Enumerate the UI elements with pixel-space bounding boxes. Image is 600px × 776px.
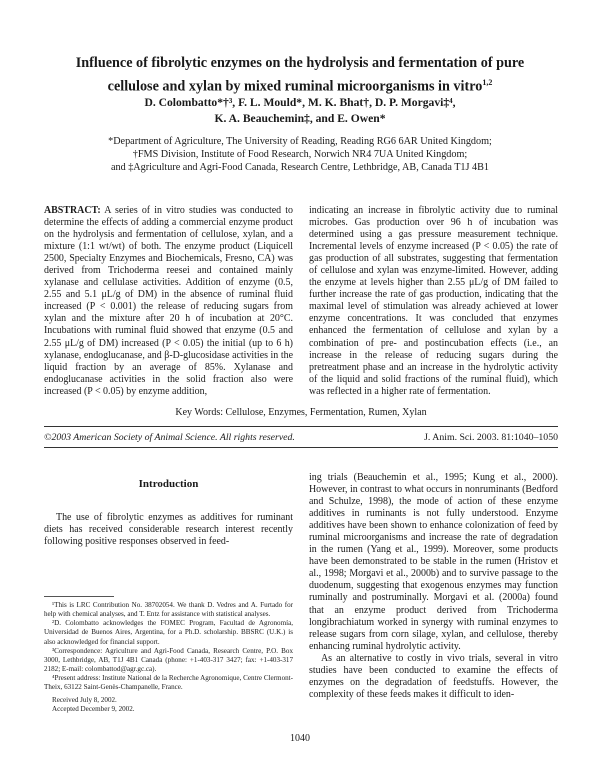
body-columns: [44, 472, 558, 714]
copyright-line: [44, 432, 558, 443]
affiliation-1: *Department of Agriculture, The University of Reading, Reading RG6 6AR United Kingdom;: [108, 136, 492, 147]
affiliations: [40, 135, 560, 175]
title-line-2: cellulose and xylan by mixed ruminal microorganisms in vitro: [107, 78, 483, 95]
title-line-1: Influence of fibrolytic enzymes on the hydrolysis and fermentation of pure: [75, 55, 525, 71]
body-column-2: [309, 472, 558, 714]
authors-line-1: D. Colombatto*†³, F. L. Mould*, M. K. Bhat†, D. P. Morgavi‡⁴,: [144, 96, 456, 109]
footnote-2: ²D. Colombatto acknowledges the FOMEC Program, Facultad de Agronomía, Universidad de Buenos Aires, Argentina, for a Ph.D. scholarship. BBSRC (U.K.) is also acknowledged for financial support.: [44, 619, 293, 646]
received-date: Received July 8, 2002.: [52, 696, 117, 705]
footnote-3: ³Correspondence: Agriculture and Agri-Food Canada, Research Centre, P.O. Box 3000, Lethbridge, AB, T1J 4B1 Canada (phone: +1-403-317 3427; fax: +1-403-317 2182; E-mail: colombattod@agr.gc.ca).: [44, 646, 293, 673]
article-title: [40, 54, 560, 97]
keywords: Key Words: Cellulose, Enzymes, Fermentation, Rumen, Xylan: [175, 407, 427, 418]
abstract-column-2: [309, 205, 558, 398]
footnote-1: ¹This is LRC Contribution No. 38702054. We thank D. Vedres and A. Furtado for help with chemical analyses, and T. Entz for assistance with statistical analyses.: [44, 601, 293, 619]
author-list: [40, 95, 560, 127]
footnote-rule: [44, 596, 114, 597]
footnotes: [44, 601, 293, 714]
authors-line-2: K. A. Beauchemin‡, and E. Owen*: [214, 112, 386, 125]
copyright-notice: ©2003 American Society of Animal Science. All rights reserved.: [44, 432, 295, 443]
divider-bottom: [44, 447, 558, 448]
title-footnote-marker: 1,2: [482, 78, 493, 87]
affiliation-3: and ‡Agriculture and Agri-Food Canada, Research Centre, Lethbridge, AB, Canada T1J 4B1: [110, 162, 490, 174]
accepted-date: Accepted December 9, 2002.: [52, 705, 135, 714]
abstract-heading: ABSTRACT:: [44, 205, 101, 216]
introduction-heading: Introduction: [138, 478, 199, 490]
page-number: 1040: [290, 733, 310, 744]
footnote-4: ⁴Present address: Institute National de la Recherche Agronomique, Centre Clermont-Theix, 63122 Saint-Genès-Champanelle, France.: [44, 673, 293, 692]
abstract-text-2: indicating an increase in fibrolytic activity due to ruminal microbes. Gas production over 96 h of incubation was determined using a gas pressure measurement technique. Incremental levels of enzyme increased (P < 0.05) the rate of gas production of all substrates, suggesting that fermentation of cellulose and xylan was enzyme-limited. However, adding the enzyme at levels higher than 2.55 μL/g of DM failed to further increase the rate of gas production, indicating that the maximal level of stimulation was already achieved at lower enzyme concentrations. It was concluded that enzymes enhanced the fermentation of cellulose and xylan by a combination of pre- and postincubation effects (i.e., an increase in the release of reducing sugars during the pretreatment phase and an increase in the hydrolytic activity of the liquid and solid fractions of the ruminal fluid), which was reflected in a higher rate of fermentation.: [309, 205, 558, 397]
body-column-1: [44, 472, 293, 714]
divider-top: [44, 426, 558, 427]
introduction-paragraph-2: ing trials (Beauchemin et al., 1995; Kung et al., 2000). However, in contrast to what occurs in nonruminants (Bedford and Schulze, 1998), the mode of action of these enzyme additives in ruminants is not fully understood. Enzyme additives have been shown to enhance colonization of feed by ruminal microorganisms and increase the rate of degradation in the rumen (Yang et al., 1999). Moreover, some products have been demonstrated to be stable in the rumen (Hristov et al., 1998; Morgavi et al., 2000b) and to survive passage to the duodenum, suggesting that exogenous enzymes may function ruminally and postruminally. Morgavi et al. (2000a) found that an enzyme product derived from Trichoderma longibrachiatum worked in synergy with ruminal enzymes to release sugars from corn silage, xylan, and cellulose, thereby enhancing ruminal hydrolytic activity.: [309, 472, 558, 652]
affiliation-2: †FMS Division, Institute of Food Research, Norwich NR4 7UA United Kingdom;: [132, 149, 468, 161]
introduction-paragraph-3: As an alternative to costly in vivo trials, several in vitro studies have been conducted to examine the effects of enzymes on the degradation of feedstuffs. However, the complexity of these feeds makes it difficult to iden-: [309, 652, 558, 700]
abstract-column-1: [44, 205, 293, 398]
abstract: [44, 205, 558, 398]
abstract-text-1: A series of in vitro studies was conducted to determine the effects of adding a commercial enzyme product on the hydrolysis and fermentation of cellulose, xylan, and a mixture (1:1 wt/wt) of both. The enzyme product (Liquicell 2500, Specialty Enzymes and Biochemicals, Fresno, CA) was derived from Trichoderma reesei and contained mainly xylanase and cellulase activities. Addition of enzyme (0.5, 2.55 and 5.1 μL/g of DM) in the absence of ruminal fluid increased (P < 0.001) the release of reducing sugars from xylan and the mixture after 20 h of incubation at 20°C. Incubations with ruminal fluid showed that enzyme (0.5 and 2.55 μL/g of DM) increased (P < 0.05) the initial (up to 6 h) xylanase, endoglucanase, and β-D-glucosidase activities in the liquid fraction by an average of 85%. Xylanase and endoglucanase activities in the solid fraction also were increased (P < 0.05) by enzyme addition,: [44, 205, 294, 397]
journal-citation: J. Anim. Sci. 2003. 81:1040–1050: [424, 432, 558, 443]
introduction-paragraph-1: The use of fibrolytic enzymes as additives for ruminant diets has received considerable research interest recently following positive responses observed in feed-: [44, 512, 293, 548]
